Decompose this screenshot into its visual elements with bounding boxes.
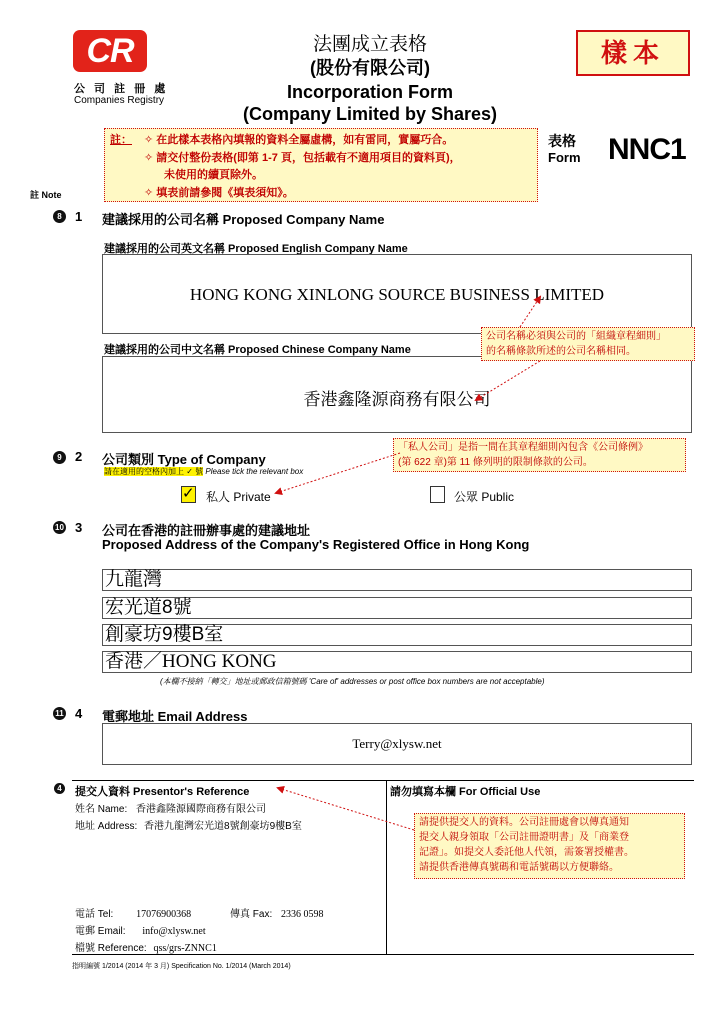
form-subtitle-en: (Company Limited by Shares) (242, 104, 498, 124)
registry-name-zh: 公 司 註 冊 處 (74, 83, 169, 95)
email-value: Terry@xlysw.net (352, 736, 442, 751)
private-company-callout-line-2: (第 622 章)第 11 條列明的限制條款的公司。 (398, 457, 593, 468)
address-line-1[interactable]: 九龍灣 (102, 569, 692, 591)
address-line-2[interactable]: 宏光道8號 (102, 597, 692, 619)
specification-footer: 指明編號 1/2014 (2014 年 3 月) Specification No. 1/2014 (March 2014) (72, 963, 291, 970)
presentor-callout-line-4: 請提供香港傳真號碼和電話號碼以方便聯絡。 (419, 862, 619, 873)
presentor-email-label: 電郵 Email: (75, 926, 126, 937)
form-label-en: Form (548, 150, 581, 165)
section-2-title: 公司類別 Type of Company (102, 452, 266, 467)
note-line-2: ✧ 請交付整份表格(即第 1-7 頁，包括載有不適用項目的資料頁)， (144, 152, 461, 164)
presentor-fax-label: 傳真 Fax: (230, 909, 273, 920)
section-3-title-zh: 公司在香港的註冊辦事處的建議地址 (102, 523, 311, 538)
arrow-to-english-name (520, 297, 540, 327)
arrow-to-private (276, 453, 400, 493)
presentor-reference-label: 檔號 Reference: (75, 943, 147, 954)
section-4-number: 4 (75, 706, 83, 721)
english-name-label: 建議採用的公司英文名稱 Proposed English Company Name (104, 243, 408, 255)
public-label: 公眾 Public (454, 490, 515, 504)
section-4-title: 電郵地址 Email Address (102, 709, 248, 724)
private-label: 私人 Private (206, 490, 271, 504)
section-1-number: 1 (75, 209, 83, 224)
presentor-tel-value: 17076900368 (136, 909, 192, 920)
presentor-callout-line-1: 請提供提交人的資料。公司註冊處會以傳真通知 (419, 817, 629, 828)
presentor-fax-value: 2336 0598 (281, 909, 324, 920)
presentor-name-label: 姓名 Name: (75, 804, 128, 815)
arrow-to-presentor (278, 788, 414, 830)
address-footnote: (本欄不接納「轉交」地址或郵政信箱號碼 'Care of' addresses or post office box numbers are not acceptable) (160, 677, 545, 686)
note-marker-8: 8 (53, 210, 66, 223)
registry-name-en: Companies Registry (74, 95, 165, 106)
presentor-tel-label: 電話 Tel: (75, 909, 114, 920)
private-check-mark: ✓ (182, 485, 195, 502)
note-marker-9: 9 (53, 451, 66, 464)
presentor-title: 提交人資料 Presentor's Reference (75, 786, 250, 798)
section-3-title-en: Proposed Address of the Company's Registered Office in Hong Kong (102, 537, 530, 552)
note-line-4: ✧ 填表前請參閱《填表須知》。 (144, 187, 294, 199)
private-company-callout-line-1: 「私人公司」是指一間在其章程細則內包含《公司條例》 (398, 442, 648, 453)
company-name-callout-line-2: 的名稱條款所述的公司名稱相同。 (486, 346, 636, 357)
note-column-label: 註 Note (30, 190, 62, 200)
section-3-number: 3 (75, 520, 83, 535)
cr-logo-text: CR (86, 32, 134, 70)
address-line-3[interactable]: 創豪坊9樓B室 (102, 624, 692, 646)
presentor-callout-line-3: 記證」。如提交人委託他人代領，需簽署授權書。 (419, 847, 634, 858)
company-name-callout-line-1: 公司名稱必須與公司的「組織章程細則」 (486, 331, 666, 342)
form-title-en: Incorporation Form (287, 82, 453, 102)
section-1-title: 建議採用的公司名稱 Proposed Company Name (102, 212, 385, 227)
presentor-callout-line-2: 提交人親身領取「公司註冊證明書」及「商業登 (419, 832, 629, 843)
sample-stamp: 樣本 (576, 30, 690, 76)
note-marker-4: 4 (54, 783, 65, 794)
form-title-zh: 法團成立表格 (312, 34, 427, 55)
presentor-email-value: info@xlysw.net (142, 926, 206, 937)
form-label-zh: 表格 (548, 133, 576, 149)
note-line-3: 未使用的續頁除外。 (164, 169, 263, 181)
note-marker-11: 11 (53, 707, 66, 720)
section-2-number: 2 (75, 449, 83, 464)
official-use-label: 請勿填寫本欄 For Official Use (390, 786, 541, 798)
notes-label: 註： (110, 134, 132, 146)
note-line-1: ✧ 在此樣本表格內填報的資料全屬虛構，如有雷同，實屬巧合。 (144, 134, 454, 146)
tick-instruction-zh: 請在適用的空格內加上 ✓ 號 (104, 467, 204, 476)
english-name-value: HONG KONG XINLONG SOURCE BUSINESS LIMITED (189, 285, 605, 304)
chinese-name-label: 建議採用的公司中文名稱 Proposed Chinese Company Name (104, 344, 411, 356)
presentor-address-value: 香港九龍灣宏光道8號創豪坊9樓B室 (144, 821, 302, 832)
presentor-name-value: 香港鑫隆源國際商務有限公司 (136, 804, 267, 815)
address-line-4[interactable]: 香港／HONG KONG (102, 651, 692, 673)
form-subtitle-zh: (股份有限公司) (310, 58, 430, 78)
arrow-to-chinese-name (476, 361, 540, 400)
tick-instruction-en: Please tick the relevant box (205, 467, 304, 476)
presentor-address-label: 地址 Address: (75, 821, 138, 832)
chinese-name-value: 香港鑫隆源商務有限公司 (303, 390, 491, 409)
presentor-reference-value: qss/grs-ZNNC1 (153, 943, 217, 954)
note-marker-10: 10 (53, 521, 66, 534)
form-code: NNC1 (608, 133, 686, 166)
